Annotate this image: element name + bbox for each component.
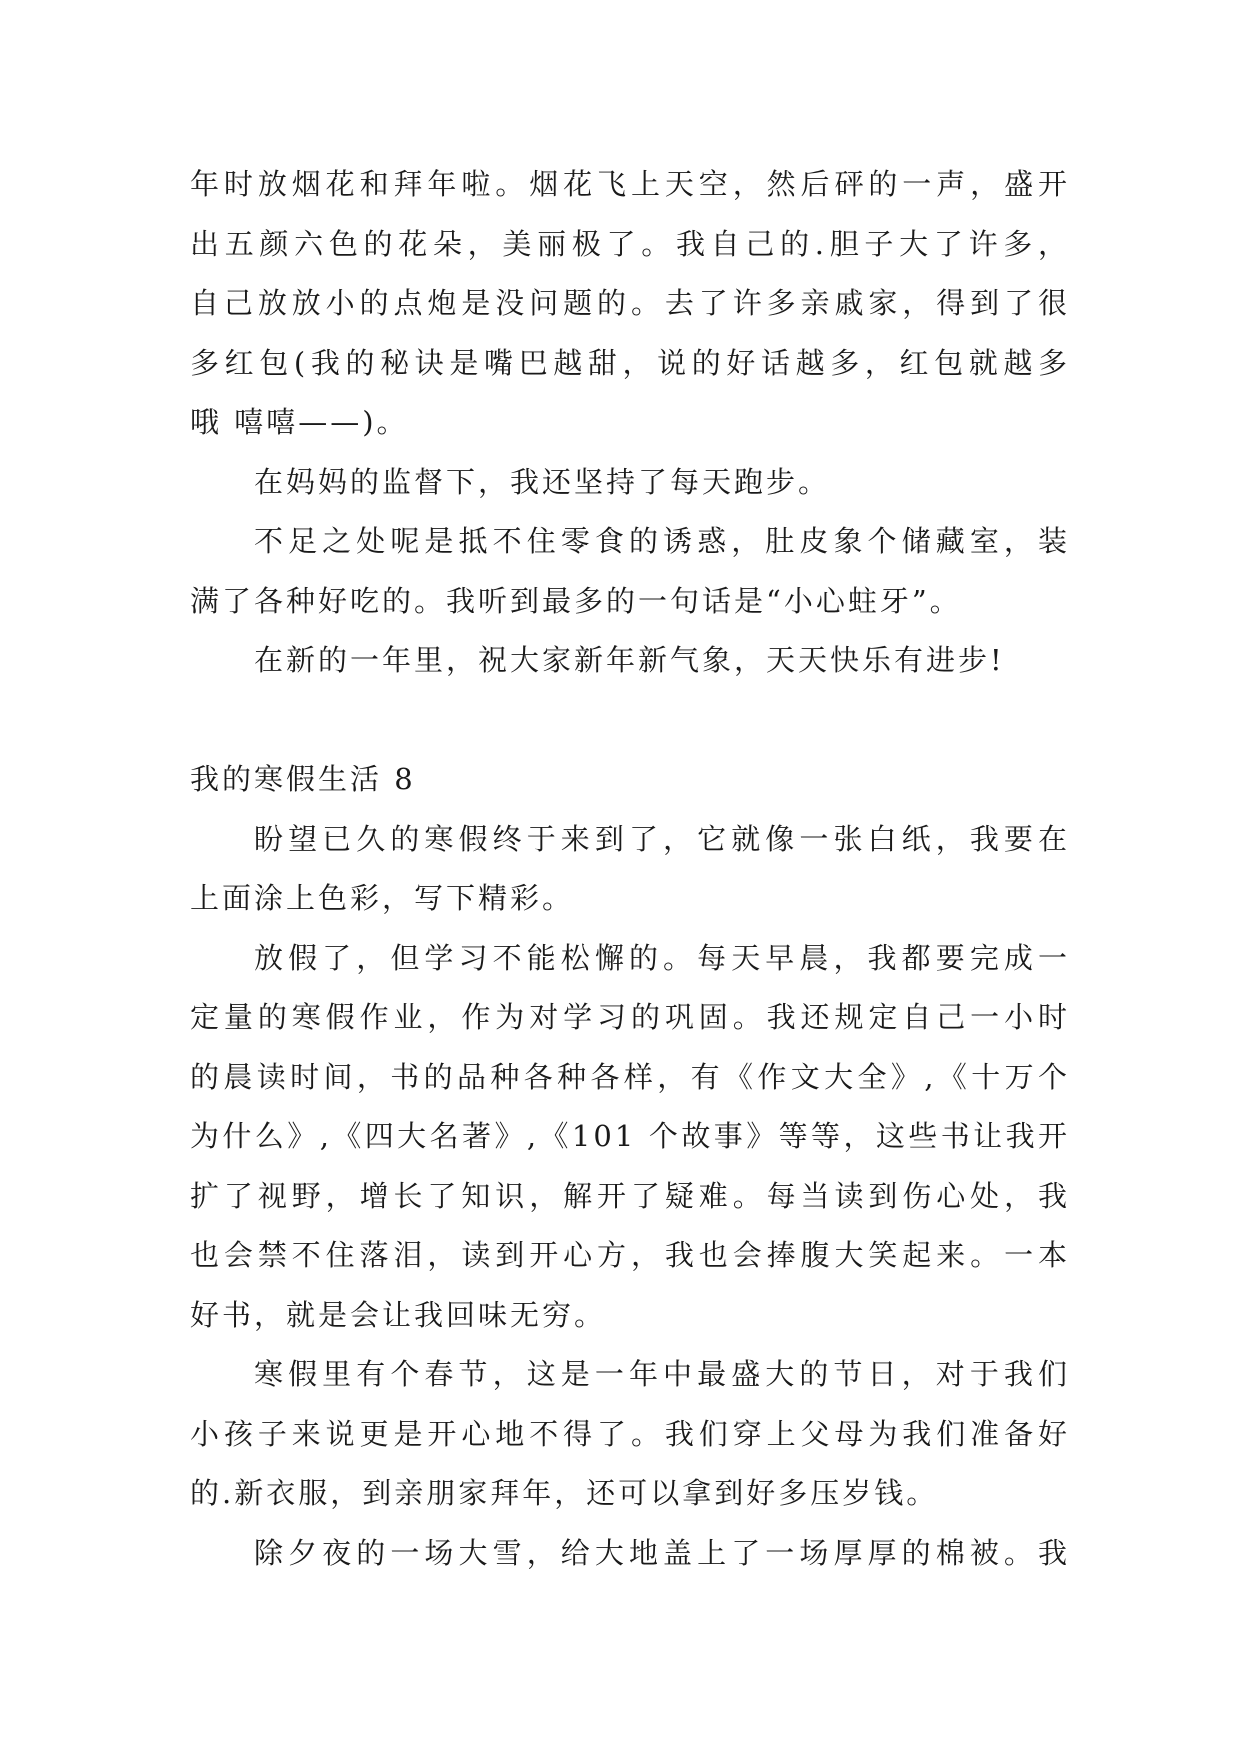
paragraph-wish: 在新的一年里，祝大家新年新气象，天天快乐有进步!	[254, 643, 1005, 677]
text-line: 不足之处呢是抵不住零食的诱惑，肚皮象个储藏室，装	[254, 524, 1070, 558]
text-line: 自己放放小的点炮是没问题的。去了许多亲戚家，得到了很	[190, 286, 1070, 320]
text-line: 年时放烟花和拜年啦。烟花飞上天空，然后砰的一声，盛开	[190, 167, 1070, 201]
text-line: 盼望已久的寒假终于来到了，它就像一张白纸，我要在	[254, 821, 1070, 856]
paragraph-festival	[190, 1345, 1070, 1524]
text-line: 定量的寒假作业，作为对学习的巩固。我还规定自己一小时	[190, 1000, 1070, 1034]
text-line: 出五颜六色的花朵，美丽极了。我自己的.胆子大了许多，	[190, 226, 1070, 261]
text-line: 扩了视野，增长了知识，解开了疑难。每当读到伤心处，我	[190, 1178, 1070, 1213]
text-line: 好书，就是会让我回味无穷。	[190, 1297, 607, 1332]
section-gap	[190, 691, 1070, 751]
text-line: 的.新衣服，到亲朋家拜年，还可以拿到好多压岁钱。	[190, 1476, 939, 1510]
text-line: 上面涂上色彩，写下精彩。	[190, 881, 575, 915]
paragraph-new-year	[190, 155, 1070, 453]
text-line: 寒假里有个春节，这是一年中最盛大的节日，对于我们	[254, 1357, 1070, 1391]
paragraph-study	[190, 929, 1070, 1346]
text-line: 哦 嘻嘻——)。	[190, 405, 409, 439]
text-line: 满了各种好吃的。我听到最多的一句话是“小心蛀牙”。	[190, 583, 962, 618]
document-body	[190, 155, 1070, 1583]
paragraph-running: 在妈妈的监督下，我还坚持了每天跑步。	[254, 464, 831, 499]
paragraph-intro	[190, 810, 1070, 929]
paragraph-snacks	[190, 512, 1070, 631]
section-title: 我的寒假生活 8	[190, 762, 416, 796]
text-line: 放假了，但学习不能松懈的。每天早晨，我都要完成一	[254, 940, 1070, 975]
text-line: 的晨读时间，书的品种各种各样，有《作文大全》,《十万个	[190, 1059, 1070, 1094]
text-line: 多红包(我的秘诀是嘴巴越甜，说的好话越多，红包就越多	[190, 345, 1070, 380]
paragraph-snow: 除夕夜的一场大雪，给大地盖上了一场厚厚的棉被。我	[254, 1535, 1070, 1570]
text-line: 也会禁不住落泪，读到开心方，我也会捧腹大笑起来。一本	[190, 1238, 1070, 1272]
text-line: 小孩子来说更是开心地不得了。我们穿上父母为我们准备好	[190, 1416, 1070, 1451]
text-line: 为什么》,《四大名著》,《101 个故事》等等，这些书让我开	[190, 1119, 1070, 1153]
